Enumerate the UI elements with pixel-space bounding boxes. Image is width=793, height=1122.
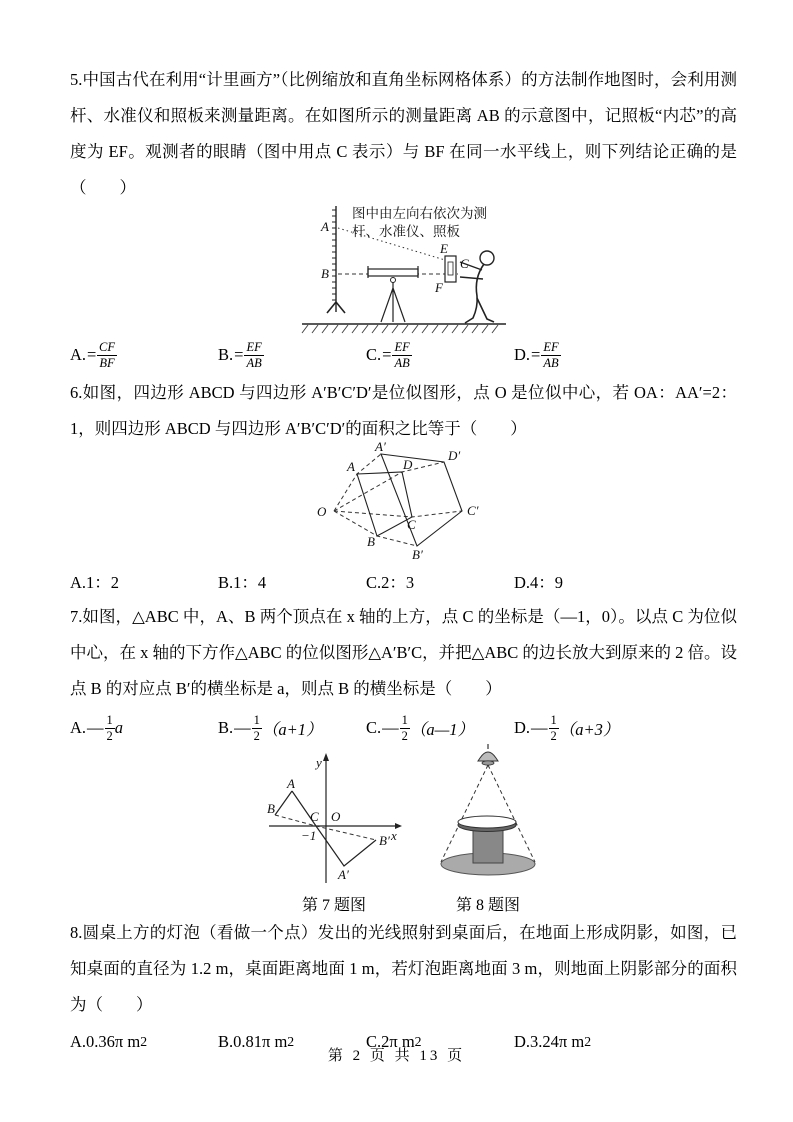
question-7-text: 7.如图，△ABC 中，A、B 两个顶点在 x 轴的上方，点 C 的坐标是（—1，0）。以点 C 为位似中心，在 x 轴的下方作△ABC 的位似图形△A′B′C，并把△ABC 的边长放大到原来的 2 倍。设点 B 的对应点 B′的横坐标是 a，则点 B 的横坐标是（ ）: [70, 607, 737, 698]
label-C: C: [459, 256, 469, 271]
figure-captions: [70, 891, 737, 915]
equals-sign: =: [234, 345, 244, 364]
sighting-board: [445, 256, 456, 282]
fraction: $\frac{EF}{AB}$: [543, 339, 559, 370]
option-7A: A. — $\frac{1}{2}$ a: [70, 712, 124, 743]
observer-head: [480, 251, 494, 265]
label-C: C: [406, 517, 416, 532]
option-5C: [366, 340, 514, 371]
page-footer: 第 2 页 共 13 页: [327, 1048, 466, 1064]
option-5A: [70, 340, 218, 371]
label-O: O: [330, 809, 340, 824]
fraction: $\frac{EF}{AB}$: [394, 339, 410, 370]
observer-body: [465, 264, 484, 323]
option-8D: D.3.24π m 2: [514, 1031, 592, 1051]
label-A-prime: A′: [337, 867, 349, 882]
tabletop-surface: [458, 816, 516, 828]
label-B-prime: B′: [378, 833, 390, 848]
label-D: D: [402, 457, 412, 472]
caption-figure-7: 第 7 题图: [301, 896, 366, 914]
label-A-prime: A′: [374, 441, 386, 454]
option-6D: D.4：9: [514, 573, 564, 592]
label-minus1: −1: [300, 828, 316, 843]
label-D-prime: D′: [447, 448, 460, 463]
fraction: $\frac{1}{2}$: [253, 712, 260, 743]
option-label: B.: [218, 345, 234, 364]
label-B: B: [320, 266, 329, 281]
label-A: A: [346, 459, 355, 474]
option-label: D.: [514, 345, 531, 364]
caption-figure-8: 第 8 题图: [455, 896, 520, 914]
label-A: A: [320, 219, 329, 234]
figure-note-line2: 杆、水准仪、照板: [351, 224, 460, 239]
question-6-text: 6.如图，四边形 ABCD 与四边形 A′B′C′D′是位似图形，点 O 是位似中心，若 OA：AA′=2：1，则四边形 ABCD 与四边形 A′B′C′D′的面积之比等于（ ）: [70, 383, 737, 438]
option-label: A.: [70, 345, 87, 364]
label-B: B: [266, 801, 275, 816]
fraction: $\frac{1}{2}$: [106, 712, 113, 743]
superscript: 2: [584, 1033, 592, 1049]
superscript: 2: [140, 1033, 148, 1049]
question-8-text: 8.圆桌上方的灯泡（看做一个点）发出的光线照射到桌面后，在地面上形成阴影，如图，已知桌面的直径为 1.2 m，桌面距离地面 1 m，若灯泡距离地面 3 m，则地面上阴影部分的面积为（ ）: [70, 923, 737, 1014]
instrument-mount: [390, 278, 395, 283]
label-B: B: [366, 534, 375, 549]
survey-diagram: [294, 200, 514, 335]
instrument-tripod: [381, 282, 405, 322]
question-5-text: 5.中国古代在利用“计里画方”（比例缩放和直角坐标网格体系）的方法制作地图时，会利用测杆、水准仪和照板来测量距离。在如图所示的测量距离 AB 的示意图中，记照板“内芯”的高度为 EF。观测者的眼睛（图中用点 C 表示）与 BF 在同一水平线上，则下列结论正确的是（ ）: [70, 70, 737, 197]
fraction: $\frac{1}{2}$: [401, 712, 408, 743]
ray-O-A-Aprime: [334, 454, 381, 511]
label-E: E: [439, 241, 448, 256]
figure-note-line1: 图中由左向右依次为测: [351, 206, 487, 221]
ray-O-C-Cprime: [334, 511, 462, 517]
option-5D: [514, 340, 561, 371]
label-C: C: [309, 809, 319, 824]
option-7C: C. — $\frac{1}{2}$ （a—1）: [366, 712, 475, 743]
fraction: $\frac{EF}{AB}$: [246, 339, 262, 370]
minus-sign: —: [382, 718, 399, 737]
fraction: $\frac{CF}{BF}$: [99, 339, 115, 370]
label-B-prime: B′: [411, 547, 423, 562]
option-7D: D. — $\frac{1}{2}$ （a+3）: [514, 712, 620, 743]
table-pedestal: [473, 827, 503, 863]
ground-hatching: [302, 325, 498, 333]
minus-sign: —: [87, 718, 104, 737]
observer-leg: [477, 298, 494, 322]
label-F: F: [434, 280, 443, 295]
superscript: 2: [414, 1033, 422, 1049]
question-6-options: [70, 563, 737, 599]
equals-sign: =: [531, 345, 541, 364]
option-8A: A.0.36π m 2: [70, 1031, 148, 1051]
question-5-options: [70, 335, 737, 375]
question-7-figure: [267, 741, 402, 891]
equals-sign: =: [382, 345, 392, 364]
question-6-figure: [70, 441, 737, 563]
homothety-quadrilaterals-diagram: [304, 441, 504, 563]
question-5-figure: [70, 200, 737, 335]
y-axis-arrow: [323, 753, 329, 761]
level-instrument: [368, 269, 418, 276]
option-label: C.: [366, 345, 382, 364]
lamp-shade: [478, 752, 498, 761]
equals-sign: =: [87, 345, 97, 364]
minus-sign: —: [531, 718, 548, 737]
lamp-bulb: [482, 761, 494, 765]
fraction: $\frac{1}{2}$: [550, 712, 557, 743]
option-8B: B.0.81π m 2: [218, 1031, 295, 1051]
option-6A: A.1：2: [70, 573, 120, 592]
label-x: x: [390, 828, 397, 843]
option-6B: B.1：4: [218, 573, 267, 592]
label-y: y: [315, 755, 322, 770]
question-8-figure: [436, 741, 541, 891]
option-5B: [218, 340, 366, 371]
superscript: 2: [287, 1033, 295, 1049]
label-C-prime: C′: [466, 503, 479, 518]
figures-row: [70, 741, 737, 891]
label-O: O: [316, 504, 326, 519]
triangle-ApBpC: [316, 826, 376, 866]
minus-sign: —: [234, 718, 251, 737]
option-6C: C.2：3: [366, 573, 415, 592]
option-8C: C.2π m 2: [366, 1031, 422, 1051]
option-7B: B. — $\frac{1}{2}$ （a+1）: [218, 712, 323, 743]
label-A: A: [286, 776, 295, 791]
